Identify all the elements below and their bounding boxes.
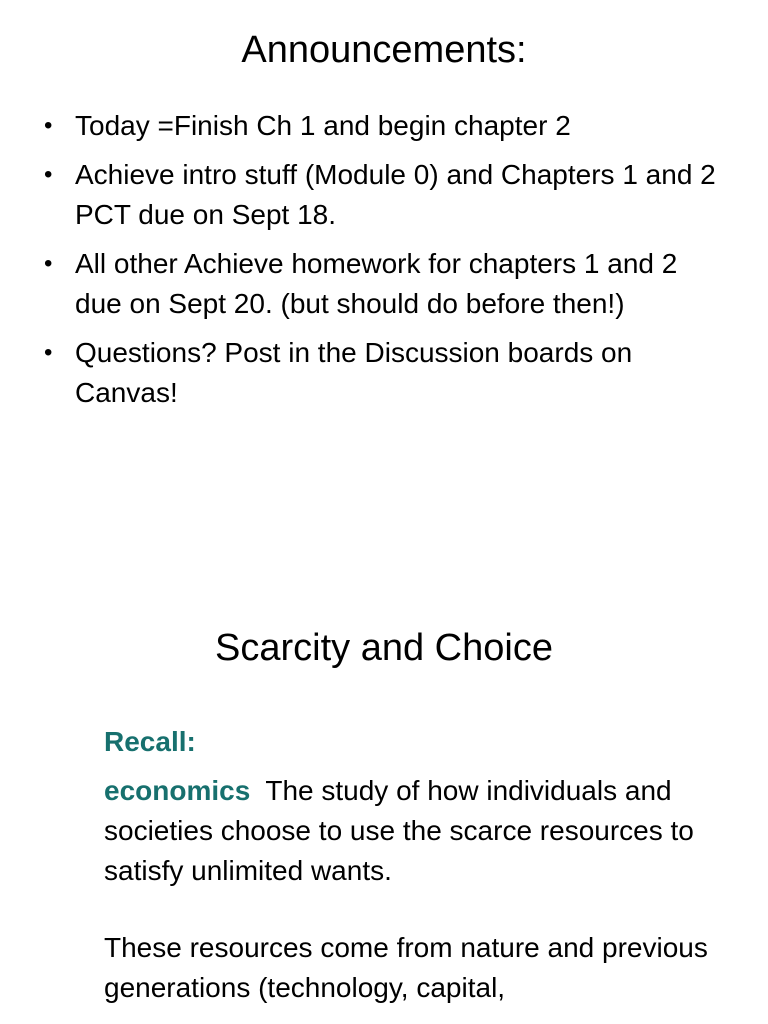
definition-term: economics [104, 775, 251, 806]
bullet-text: All other Achieve homework for chapters 1 and 2 due on Sept 20. (but should do before then!) [75, 248, 678, 319]
list-item [40, 333, 730, 413]
recall-label: Recall: [104, 726, 196, 757]
definition-text: The study of how individuals and societies choose to use the scarce resources to satisfy unlimited wants. [104, 775, 694, 886]
slide-title: Announcements: [241, 29, 527, 71]
bullet-icon: • [44, 161, 53, 188]
list-item [40, 155, 730, 235]
bullet-icon: • [44, 339, 53, 366]
bullet-icon: • [44, 112, 53, 139]
bullet-text: Today =Finish Ch 1 and begin chapter 2 [75, 110, 571, 141]
bullet-icon: • [44, 250, 53, 277]
slide-title: Scarcity and Choice [215, 627, 553, 669]
resources-paragraph: These resources come from nature and previous generations (technology, capital, [104, 932, 708, 1003]
announcement-list [40, 106, 730, 422]
list-item [40, 106, 730, 146]
bullet-text: Achieve intro stuff (Module 0) and Chapters 1 and 2 PCT due on Sept 18. [75, 159, 716, 230]
slide-body [104, 722, 724, 1008]
definition-paragraph [104, 771, 724, 891]
list-item [40, 244, 730, 324]
scarcity-slide [0, 600, 768, 1024]
bullet-text: Questions? Post in the Discussion boards on Canvas! [75, 337, 633, 408]
